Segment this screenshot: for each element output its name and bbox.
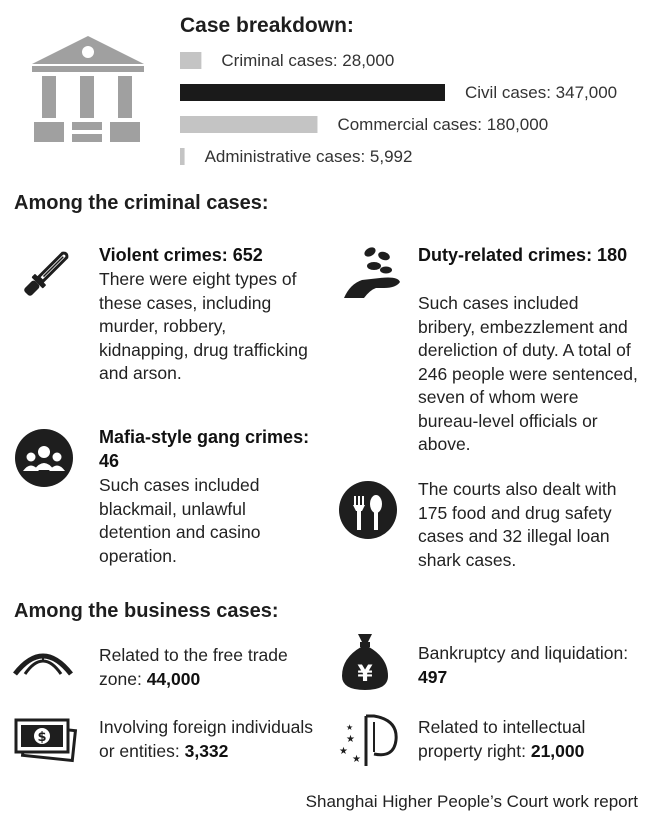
yen-bag-icon [338, 632, 392, 692]
ip-stars-icon [336, 712, 400, 768]
knife-icon [16, 244, 78, 302]
courthouse-icon [28, 34, 148, 144]
ftz-label: Related to the free trade zone: [99, 645, 288, 689]
bribe-hand-icon [340, 242, 406, 304]
bar-label-criminal-cases: Criminal cases: 28,000 [221, 51, 395, 70]
business-section-title: Among the business cases: [14, 600, 279, 622]
bankruptcy-label: Bankruptcy and liquidation: [418, 643, 629, 663]
ip-value: 21,000 [530, 740, 585, 761]
criminal-section-title: Among the criminal cases: [14, 192, 269, 214]
duty-crimes-text: Such cases included bribery, embezzlement and dereliction of duty. A total of 246 people were sentenced, seven of whom were bureau-level officials or above. [418, 293, 638, 454]
svg-text:¥: ¥ [357, 662, 373, 687]
violent-crimes-text: There were eight types of these cases, including murder, robbery, kidnapping, drug trafficking and arson. [99, 269, 308, 383]
bar-label-commercial-cases: Commercial cases: 180,000 [337, 115, 549, 134]
svg-text:★: ★ [346, 734, 355, 745]
ip-label: Related to intellectual property right: [418, 717, 586, 761]
bridge-icon [12, 644, 74, 676]
money-icon [12, 714, 78, 764]
breakdown-title: Case breakdown: [180, 14, 354, 37]
food-loan-text: The courts also dealt with 175 food and drug safety cases and 32 illegal loan shark cases. [418, 479, 617, 570]
svg-text:★: ★ [346, 723, 354, 732]
mafia-crimes-text: Such cases included blackmail, unlawful detention and casino operation. [99, 475, 261, 566]
foreign-label: Involving foreign individuals or entities: [99, 717, 314, 761]
foreign-value: 3,332 [184, 740, 229, 761]
bar-administrative-cases [180, 148, 185, 165]
case-breakdown-chart [180, 48, 650, 170]
bankruptcy-text [418, 642, 638, 689]
mafia-crimes-heading: Mafia-style gang crimes: 46 [99, 427, 310, 471]
ftz-text [99, 644, 329, 691]
ip-text [418, 716, 638, 763]
bar-commercial-cases [180, 116, 317, 133]
svg-text:$: $ [37, 730, 47, 745]
svg-text:★: ★ [339, 746, 348, 757]
violent-crimes-heading: Violent crimes: 652 [99, 245, 263, 265]
ftz-value: 44,000 [146, 668, 201, 689]
foreign-text [99, 716, 329, 763]
bankruptcy-value: 497 [418, 666, 448, 687]
source-note: Shanghai Higher People’s Court work report [305, 792, 638, 811]
bar-label-administrative-cases: Administrative cases: 5,992 [204, 147, 413, 166]
bar-label-civil-cases: Civil cases: 347,000 [465, 83, 618, 102]
bar-civil-cases [180, 84, 445, 101]
bar-criminal-cases [180, 52, 201, 69]
svg-text:★: ★ [352, 754, 361, 765]
fork-spoon-icon [338, 480, 398, 540]
duty-crimes-heading: Duty-related crimes: 180 [418, 245, 628, 265]
group-icon [14, 428, 74, 488]
